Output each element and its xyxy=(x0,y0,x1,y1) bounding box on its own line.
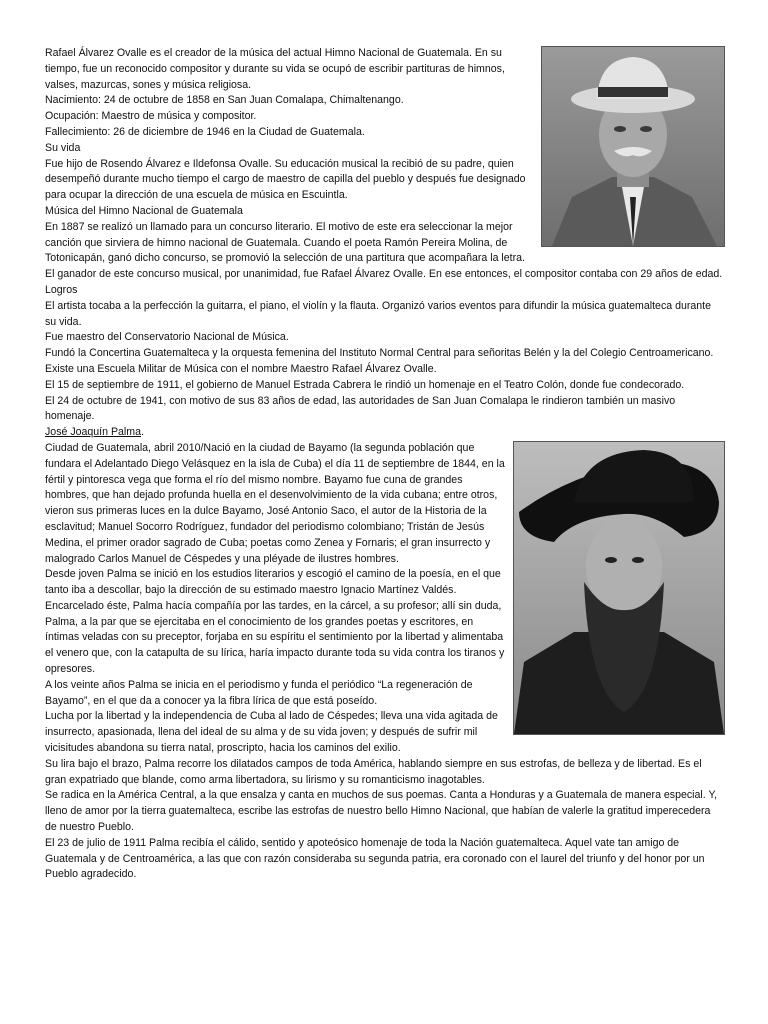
paragraph: Fallecimiento: 26 de diciembre de 1946 en la Ciudad de Guatemala. xyxy=(45,125,365,138)
paragraph: Ciudad de Guatemala, abril 2010/Nació en la ciudad de Bayamo (la segunda población que fundara el Adelantado Diego Velásquez en la isla de Cuba) el día 11 de septiembre de 1844, en la fértil y pintoresca vega que forma el río del mismo nombre. Bayamo fue cuna de grandes hombres, que han dejado profunda huella en el desenvolvimiento de la vida cubana; entre otros, vieron sus primeras luces en la dulce Bayamo, José Antonio Saco, el autor de la Historia de la esclavitud; Manuel Socorro Rodríguez, fundador del periodismo colombiano; Tristán de Jesús Medina, el primer orador sagrado de Cuba; poetas como Zenea y Fornaris; el gran insurrecto y malogrado Carlos Manuel de Céspedes y una pléyade de ilustres hombres. xyxy=(45,441,505,565)
paragraph: Fue maestro del Conservatorio Nacional de Música. xyxy=(45,331,289,344)
paragraph: El 15 de septiembre de 1911, el gobierno de Manuel Estrada Cabrera le rindió un homenaje en el Teatro Colón, donde fue condecorado. xyxy=(45,378,685,391)
subheading: Su vida xyxy=(45,141,81,154)
paragraph: El artista tocaba a la perfección la guitarra, el piano, el violín y la flauta. Organizó varios eventos para difundir la música guatemalteca durante su vida. xyxy=(45,299,712,328)
paragraph: Fundó la Concertina Guatemalteca y la orquesta femenina del Instituto Normal Central para señoritas Belén y la del Colegio Centroamericano. xyxy=(45,347,714,360)
paragraph: Nacimiento: 24 de octubre de 1858 en San Juan Comalapa, Chimaltenango. xyxy=(45,94,404,107)
paragraph: Se radica en la América Central, a la que ensalza y canta en muchos de sus poemas. Canta a Honduras y a Guatemala de manera especial. Y, lleno de amor por la tierra guatemalteca, escribe las estrofas de nuestro bello Himno Nacional, que habían de valerle la gratitud imperecedera de nuestro Pueblo. xyxy=(45,789,718,834)
paragraph: Su lira bajo el brazo, Palma recorre los dilatados campos de toda América, hablando siempre en sus estrofas, de belleza y de libertad. Es el gran expatriado que blande, como arma libertadora, su lirismo y su romanticismo inagotables. xyxy=(45,757,702,786)
section-jose-joaquin-palma xyxy=(45,425,725,883)
paragraph: Lucha por la libertad y la independencia de Cuba al lado de Céspedes; lleva una vida agitada de insurrecto, apasionada, llena del ideal de su alma y de su vida joven; y después de sufrir mil vicisitudes abandona su tierra natal, proscripto, hacia los caminos del exilio. xyxy=(45,710,498,755)
subheading: Música del Himno Nacional de Guatemala xyxy=(45,204,243,217)
portrait-palma-image xyxy=(514,442,724,734)
document-page xyxy=(45,46,725,883)
paragraph: En 1887 se realizó un llamado para un concurso literario. El motivo de este era seleccionar la mejor canción que sirviera de himno nacional de Guatemala. Cuando el poeta Ramón Pereira Molina, de Totonicapán, ganó dicho concurso, se promovió la selección de una partitura que acompañara la letra. xyxy=(45,220,525,265)
paragraph: El 23 de julio de 1911 Palma recibía el cálido, sentido y apoteósico homenaje de toda la Nación guatemalteca. Aquel vate tan amigo de Guatemala y de Centroamérica, a las que con razón consideraba su segunda patria, era coronado con el laurel del triunfo y del honor por un Pueblo agradecido. xyxy=(45,836,705,881)
paragraph: Rafael Álvarez Ovalle es el creador de la música del actual Himno Nacional de Guatemala. En su tiempo, fue un reconocido compositor y durante su vida se ocupó de escribir partituras de himnos, valses, mazurcas, sones y música religiosa. xyxy=(45,47,505,91)
palma-name-link[interactable]: José Joaquín Palma xyxy=(45,426,141,439)
paragraph: Ocupación: Maestro de música y compositor. xyxy=(45,110,257,123)
paragraph: El ganador de este concurso musical, por unanimidad, fue Rafael Álvarez Ovalle. En ese entonces, el compositor contaba con 29 años de edad. xyxy=(45,268,723,281)
portrait-photo-palma xyxy=(513,441,725,735)
paragraph: Desde joven Palma se inició en los estudios literarios y escogió el camino de la poesía, en el que tanto iba a descollar, bajo la dirección de su estimado maestro Ignacio Martínez Valdés. Encarcelado éste, Palma hacía compañía por las tardes, en la cárcel, a su profesor; allí sin duda, Palma, a la par que se ejercitaba en el conocimiento de los grandes poetas y escritores, en íntimas veladas con su preceptor, forjaba en su espíritu el sentimiento por la libertad y alimentaba el venero que, con la catapulta de su lírica, haría impacto durante toda su vida contra los tiranos y opresores. xyxy=(45,568,505,676)
portrait-photo-alvarez-ovalle xyxy=(541,46,725,247)
paragraph: A los veinte años Palma se inicia en el periodismo y funda el periódico “La regeneración de Bayamo”, en el que da a conocer ya la fibra lírica de que está poseído. xyxy=(45,678,473,707)
heading-suffix: . xyxy=(141,426,144,439)
paragraph: El 24 de octubre de 1941, con motivo de sus 83 años de edad, las autoridades de San Juan Comalapa le rindieron también un masivo homenaje. xyxy=(45,394,676,423)
paragraph: Fue hijo de Rosendo Álvarez e Ildefonsa Ovalle. Su educación musical la recibió de su padre, quien desempeñó durante mucho tiempo el cargo de maestro de capilla del pueblo y después fue designado para ocupar la dirección de una escuela de música en Escuintla. xyxy=(45,157,526,202)
subheading: Logros xyxy=(45,283,78,296)
paragraph: Existe una Escuela Militar de Música con el nombre Maestro Rafael Álvarez Ovalle. xyxy=(45,362,437,375)
section-heading xyxy=(45,425,725,441)
portrait-alvarez-ovalle-image xyxy=(542,47,724,246)
